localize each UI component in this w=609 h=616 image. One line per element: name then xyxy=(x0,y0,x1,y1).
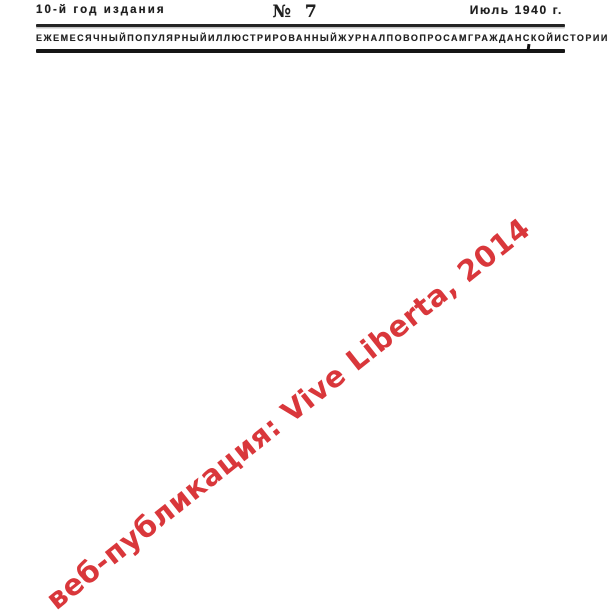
masthead xyxy=(36,2,609,53)
subtitle-word: ВОПРОСАМ xyxy=(403,33,468,43)
edition-year-label: 10-й год издания xyxy=(36,4,166,16)
masthead-top-row xyxy=(36,2,565,20)
issue-date: Июль 1940 г. xyxy=(469,3,563,17)
subtitle-word: ЕЖЕМЕСЯЧНЫЙ xyxy=(36,33,128,43)
issue-number: № 7 xyxy=(272,2,321,22)
subtitle-word: ПО xyxy=(386,33,404,43)
subtitle-word: ПОПУЛЯРНЫЙ xyxy=(127,33,208,43)
subtitle-word: ИСТОРИИ xyxy=(554,33,609,43)
masthead-rule-bottom xyxy=(36,49,565,53)
subtitle-word: ГРАЖДАНСКОЙ xyxy=(468,33,555,43)
journal-subtitle xyxy=(36,33,609,43)
watermark-text: веб-публикация: Vive Liberta, 2014 xyxy=(39,210,537,616)
masthead-rule-top xyxy=(36,24,565,27)
subtitle-word: ЖУРНАЛ xyxy=(338,33,387,43)
subtitle-word: ИЛЛЮСТРИРОВАННЫЙ xyxy=(207,33,339,43)
